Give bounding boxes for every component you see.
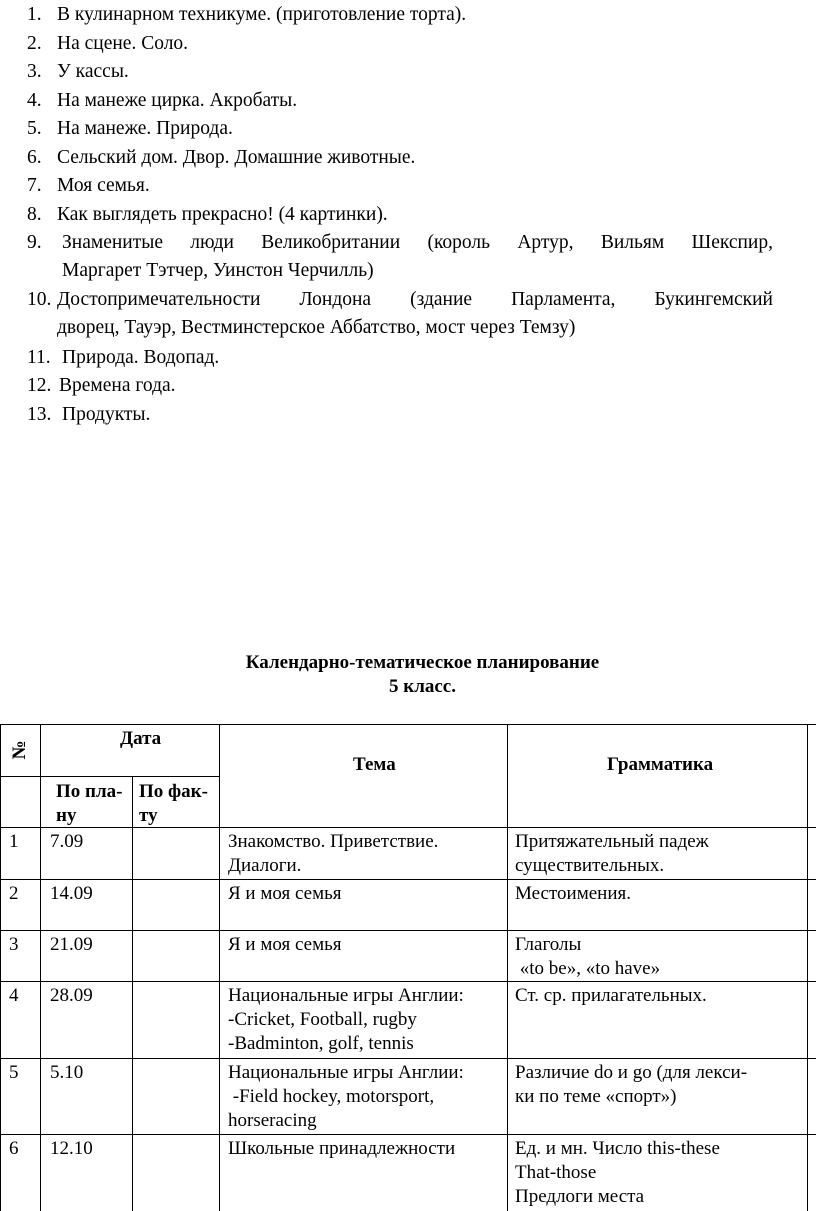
grade-subtitle: 5 класс. (389, 676, 456, 697)
row-grammar-line: Глаголы (515, 934, 582, 955)
list-item-line: Знаменитые люди Великобритании (король Артур, Вильям Шекспир, (62, 232, 773, 253)
row-grammar-line: Ед. и мн. Число this-these (515, 1138, 720, 1159)
row-number: 5 (9, 1062, 19, 1083)
row-grammar-line: ки по теме «спорт») (515, 1086, 677, 1107)
row-grammar-line: Притяжательный падеж (515, 831, 709, 852)
row-number: 4 (9, 985, 19, 1006)
row-grammar-line: That-those (515, 1162, 597, 1183)
row-number: 2 (9, 883, 19, 904)
row-topic-line: Знакомство. Приветствие. (228, 831, 439, 852)
row-topic-line: -Badminton, golf, tennis (228, 1033, 414, 1054)
row-topic-line: Школьные принадлежности (228, 1138, 456, 1159)
row-date: 7.09 (50, 831, 84, 852)
row-topic-line: -Cricket, Football, rugby (228, 1009, 417, 1030)
list-item-line: Маргарет Тэтчер, Уинстон Черчилль) (62, 260, 374, 281)
row-grammar-line: «to be», «to have» (515, 958, 661, 979)
topic-column-header: Тема (353, 754, 396, 775)
list-item-line: дворец, Тауэр, Вестминстерское Аббатство, мост через Темзу) (57, 317, 576, 338)
fact-column-header-line: По фак- (139, 781, 208, 802)
fact-column-header-line: ту (139, 805, 158, 826)
grammar-column-header: Грамматика (607, 754, 714, 775)
row-number: 6 (9, 1138, 19, 1159)
page-title: Календарно-тематическое планирование (245, 652, 600, 673)
row-topic-line: Диалоги. (228, 855, 302, 876)
row-topic-line: Я и моя семья (228, 934, 342, 955)
row-number: 3 (9, 934, 19, 955)
row-date: 5.10 (50, 1062, 84, 1083)
row-date: 14.09 (50, 883, 93, 904)
row-topic-line: Национальные игры Англии: (228, 1062, 464, 1083)
date-column-header: Дата (120, 728, 162, 749)
row-number: 1 (9, 831, 19, 852)
number-column-header: № (9, 740, 30, 760)
row-grammar-line: Различие do и go (для лекси- (515, 1062, 748, 1083)
row-topic-line: Я и моя семья (228, 883, 342, 904)
row-date: 12.10 (50, 1138, 93, 1159)
row-date: 28.09 (50, 985, 93, 1006)
list-item-line: Достопримечательности Лондона (здание Парламента, Букингемский (57, 289, 773, 310)
row-topic-line: Национальные игры Англии: (228, 985, 464, 1006)
row-grammar-line: Ст. ср. прилагательных. (515, 985, 707, 1006)
row-date: 21.09 (50, 934, 93, 955)
row-topic-line: -Field hockey, motorsport, (228, 1086, 435, 1107)
plan-column-header-line: По пла- (56, 781, 123, 802)
row-topic-line: horseracing (228, 1110, 317, 1131)
row-grammar-line: существительных. (515, 855, 665, 876)
row-grammar-line: Предлоги места (515, 1186, 645, 1207)
plan-column-header-line: ну (56, 805, 77, 826)
row-grammar-line: Местоимения. (515, 883, 631, 904)
